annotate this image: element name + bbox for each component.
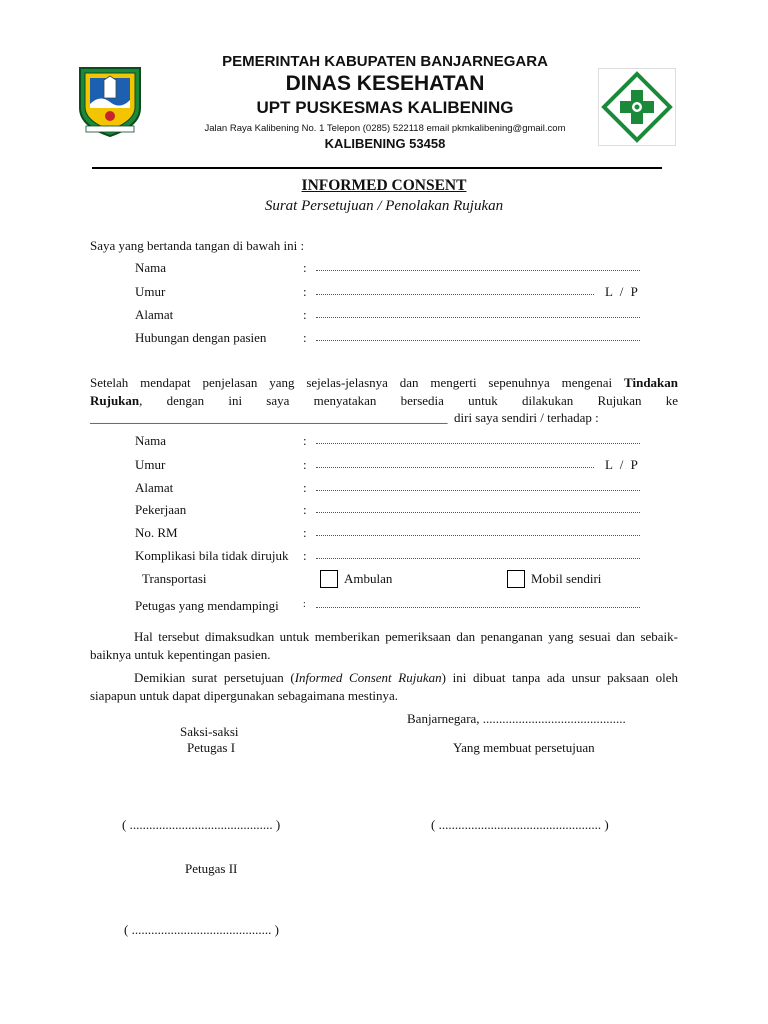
referral-destination-field[interactable]: _______________________________________________________: [90, 410, 448, 425]
consent-line-3: _______________________________________________________ diri saya sendiri / terhadap :: [90, 410, 599, 425]
ambulance-checkbox[interactable]: [320, 570, 338, 588]
signer-sex-option[interactable]: L / P: [605, 284, 640, 299]
signer-address-field[interactable]: [316, 317, 640, 318]
patient-occupation-field[interactable]: [316, 512, 640, 513]
patient-age-colon: :: [303, 457, 307, 472]
signer-relation-colon: :: [303, 330, 307, 345]
consenter-heading: Yang membuat persetujuan: [453, 740, 595, 755]
officer-2-signature-line[interactable]: ( ........................................... ): [124, 922, 279, 937]
signer-age-colon: :: [303, 284, 307, 299]
private-car-checkbox[interactable]: [507, 570, 525, 588]
signer-age-label: Umur: [135, 284, 166, 299]
patient-rm-label: No. RM: [135, 525, 178, 540]
patient-name-label: Nama: [135, 433, 167, 448]
officer-1-signature-line[interactable]: ( ............................................ ): [122, 817, 281, 832]
patient-rm-field[interactable]: [316, 535, 640, 536]
header-address: Jalan Raya Kalibening No. 1 Telepon (0285) 522118 email pkmkalibening@gmail.com: [204, 123, 566, 134]
ambulance-label: Ambulan: [344, 571, 393, 586]
patient-occupation-colon: :: [303, 502, 307, 517]
patient-address-label: Alamat: [135, 480, 174, 495]
witnesses-heading: Saksi-saksi: [180, 724, 239, 739]
officer-1-heading: Petugas I: [187, 740, 236, 755]
patient-name-colon: :: [303, 433, 307, 448]
complication-colon: :: [303, 548, 307, 563]
signer-age-field[interactable]: [316, 294, 594, 295]
escort-colon: :: [303, 599, 306, 610]
header-city: KALIBENING 53458: [324, 136, 446, 151]
patient-sex-option[interactable]: L / P: [605, 457, 640, 472]
header-divider: [92, 167, 662, 169]
puskesmas-cross-icon: [598, 68, 676, 146]
consent-line-1: Setelah mendapat penjelasan yang sejelas-jelasnya dan mengerti sepenuhnya mengenai Tindakan: [90, 375, 679, 390]
place-date[interactable]: Banjarnegara, ............................................: [407, 711, 626, 726]
private-car-label: Mobil sendiri: [531, 571, 602, 586]
intro-text: Saya yang bertanda tangan di bawah ini :: [90, 238, 305, 253]
complication-field[interactable]: [316, 558, 640, 559]
signer-address-colon: :: [303, 307, 307, 322]
transport-label: Transportasi: [142, 571, 207, 586]
header-department: DINAS KESEHATAN: [285, 72, 485, 95]
header-unit: UPT PUSKESMAS KALIBENING: [256, 98, 514, 117]
patient-rm-colon: :: [303, 525, 307, 540]
patient-address-colon: :: [303, 480, 307, 495]
closing-paragraph: Demikian surat persetujuan (Informed Consent Rujukan) ini dibuat tanpa ada unsur paksaan oleh siapapun untuk dapat dipergunakan sebagaimana mestinya.: [90, 670, 678, 703]
signer-name-label: Nama: [135, 260, 167, 275]
form-subtitle: Surat Persetujuan / Penolakan Rujukan: [264, 198, 504, 214]
officer-2-heading: Petugas II: [185, 861, 238, 876]
header-government: PEMERINTAH KABUPATEN BANJARNEGARA: [222, 53, 548, 70]
escort-label: Petugas yang mendampingi: [135, 598, 279, 613]
patient-occupation-label: Pekerjaan: [135, 502, 187, 517]
purpose-paragraph: Hal tersebut dimaksudkan untuk memberikan pemeriksaan dan penanganan yang sesuai dan sebaik-baiknya untuk kepentingan pasien.: [90, 629, 678, 662]
signer-relation-field[interactable]: [316, 340, 640, 341]
form-title: INFORMED CONSENT: [301, 177, 467, 194]
signer-name-colon: :: [303, 260, 307, 275]
regency-emblem-icon: [76, 64, 144, 138]
escort-field[interactable]: [316, 607, 640, 608]
signer-name-field[interactable]: [316, 270, 640, 271]
patient-address-field[interactable]: [316, 490, 640, 491]
signer-relation-label: Hubungan dengan pasien: [135, 330, 267, 345]
patient-age-field[interactable]: [316, 467, 594, 468]
signer-address-label: Alamat: [135, 307, 174, 322]
complication-label: Komplikasi bila tidak dirujuk: [135, 548, 289, 563]
patient-name-field[interactable]: [316, 443, 640, 444]
consenter-signature-line[interactable]: ( .................................................. ): [431, 817, 609, 832]
patient-age-label: Umur: [135, 457, 166, 472]
consent-line-2: Rujukan, dengan ini saya menyatakan bersedia untuk dilakukan Rujukan ke: [90, 393, 678, 408]
